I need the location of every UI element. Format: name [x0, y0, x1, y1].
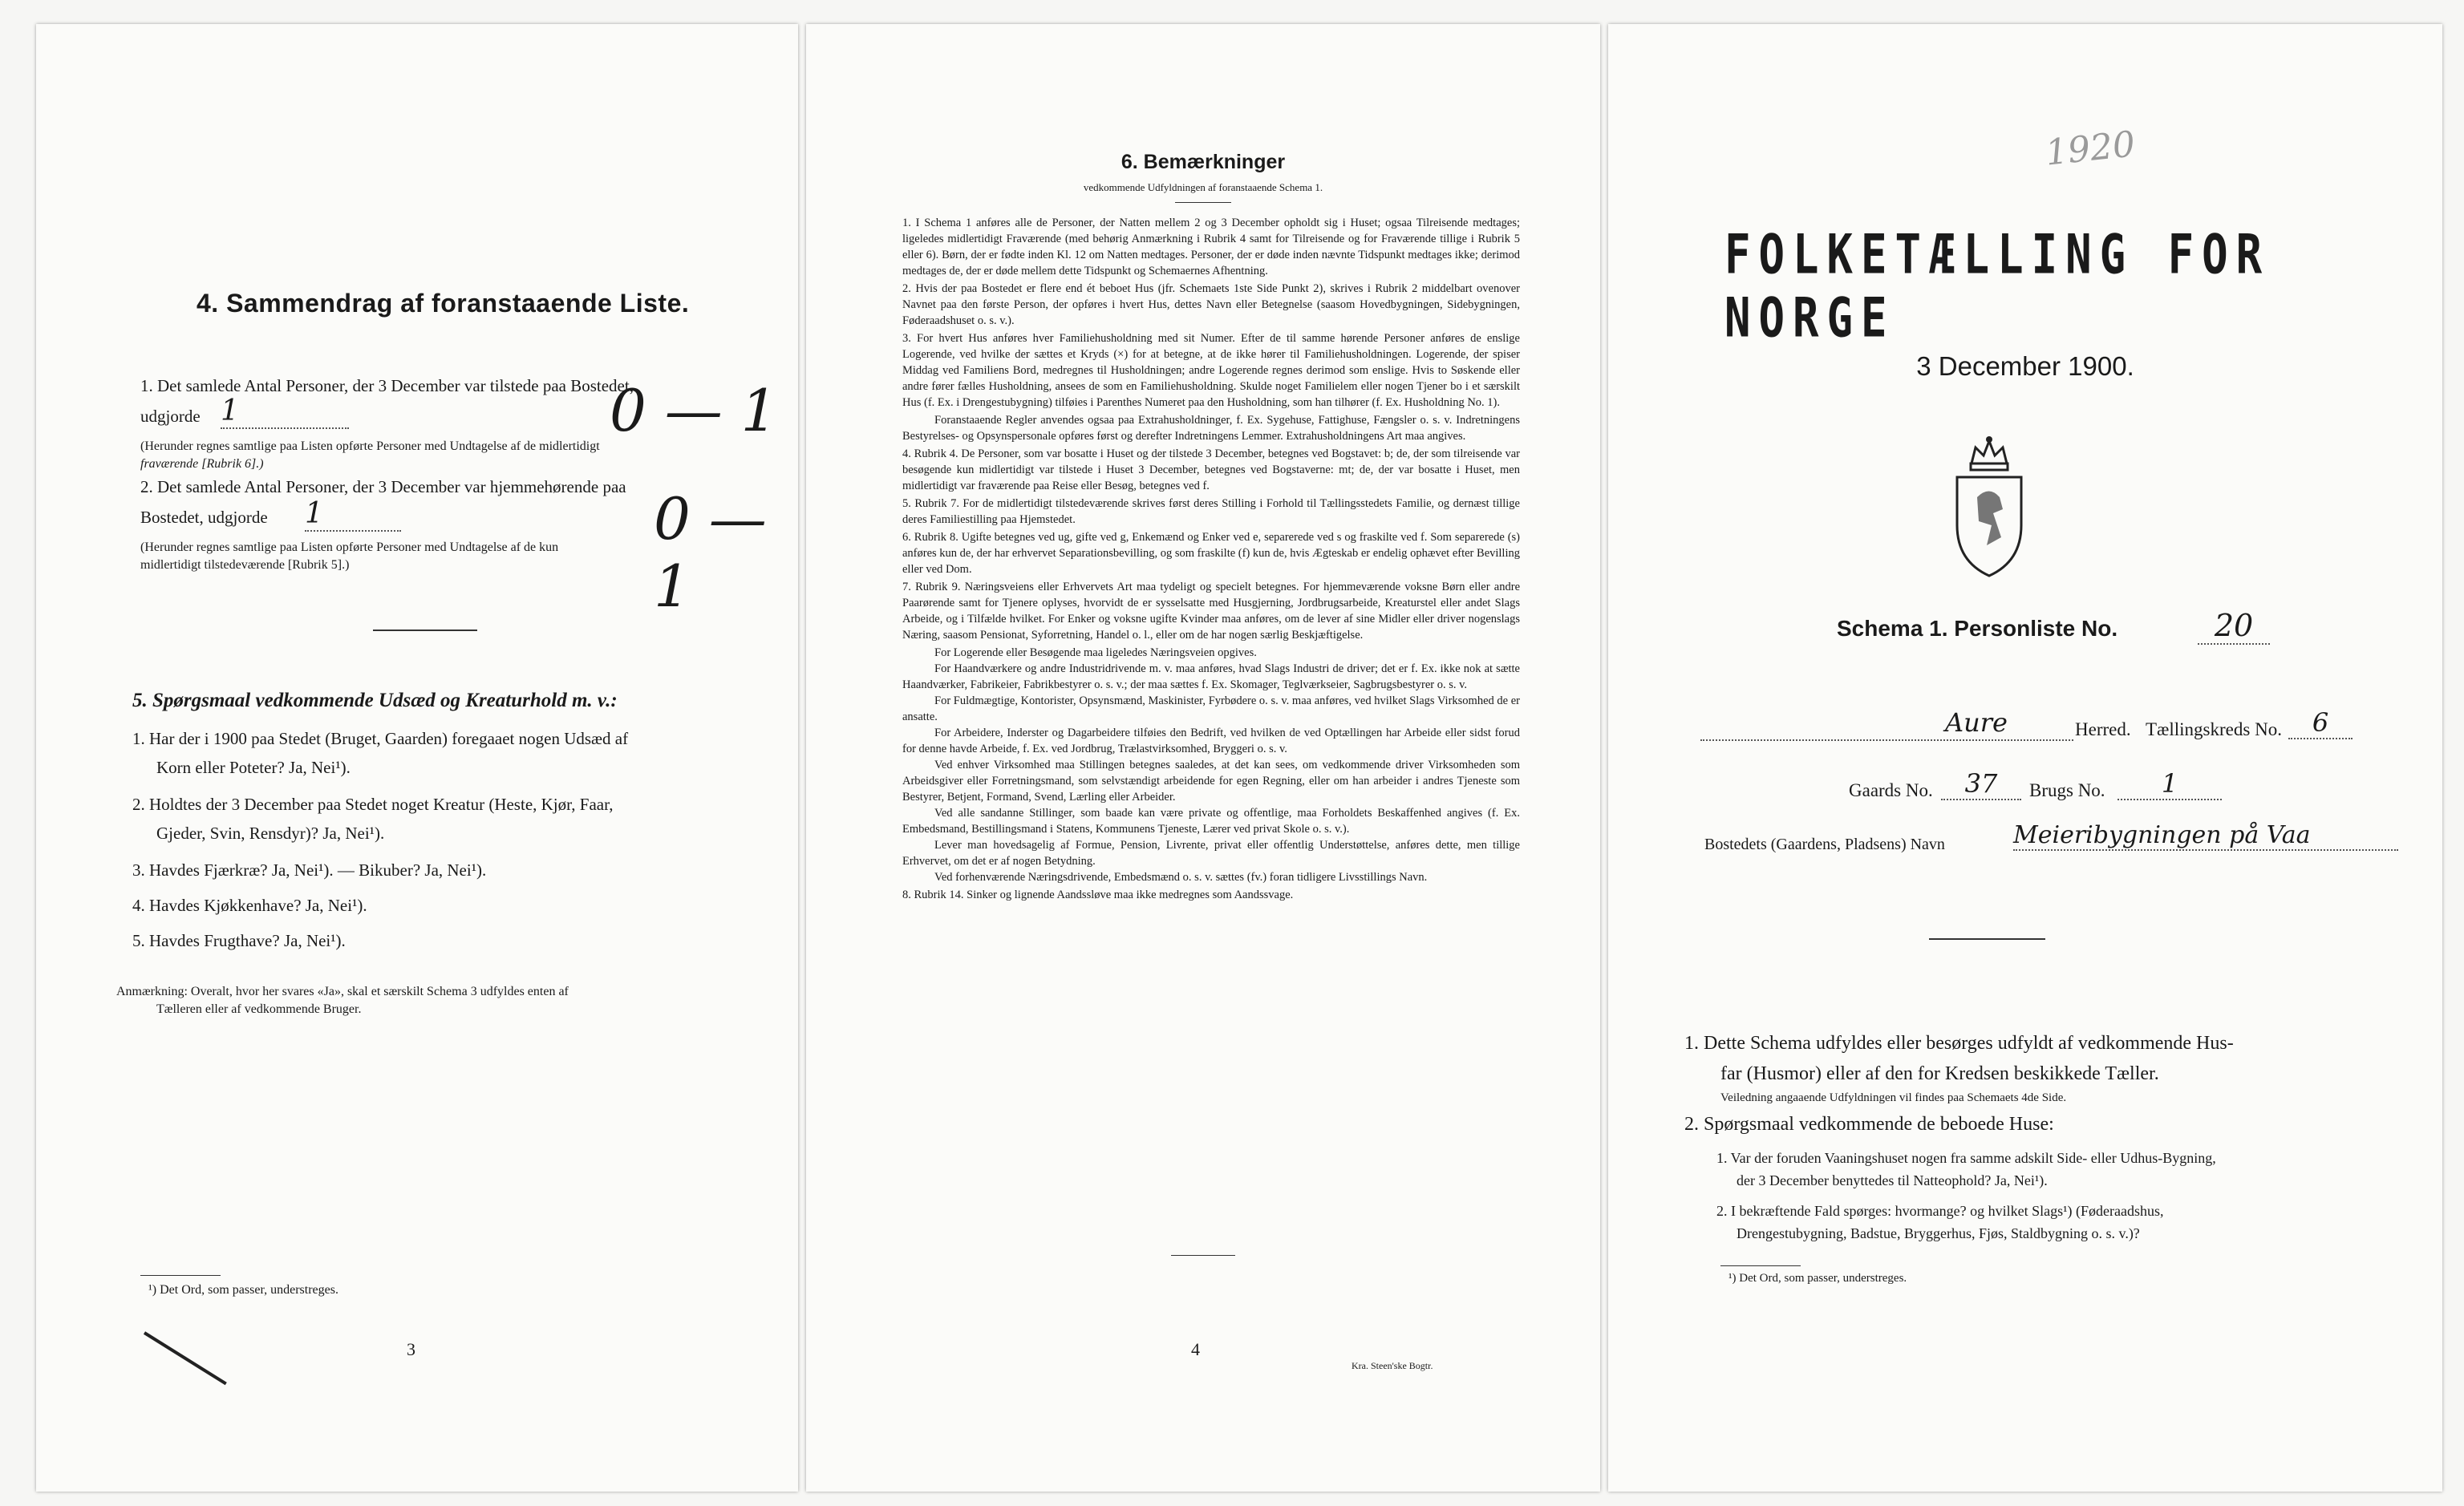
handwritten-note: 1920: [2043, 123, 2138, 174]
remarks-body: [902, 215, 1520, 903]
question-1-value[interactable]: 1: [221, 395, 349, 429]
remark-para: 1. I Schema 1 anføres alle de Personer, der Natten mellem 2 og 3 December opholdt sig i Huset; ogsaa Tilreisende medtages; ligeledes midlertidigt Fraværende (med behørig Anmærkning i Rubrik 4 samt for Tilreisende og for Fraværende tillige i Rubrik 5 eller 6). Børn, der er fødte inden Kl. 12 om Natten medtages. Personer, der er døde inden nævnte Tidspunkt medtages ikke; derimod medtages de, der er døde mellem dette Tidspunkt og Schemaernes Afhentning.: [902, 217, 1520, 277]
footnote: ¹) Det Ord, som passer, understreges.: [1728, 1272, 1907, 1285]
herred-field[interactable]: [1700, 715, 2073, 741]
remarks-title: 6. Bemærkninger: [1121, 151, 1286, 173]
page-4: [806, 24, 1600, 1492]
s5-item-2a: 2. Holdtes der 3 December paa Stedet noget Kreatur (Heste, Kjør, Faar,: [132, 795, 614, 814]
section-5-title: 5. Spørgsmaal vedkommende Udsæd og Kreaturhold m. v.:: [132, 690, 618, 711]
remark-line-2: Tælleren eller af vedkommende Bruger.: [156, 1002, 362, 1016]
divider: [1175, 202, 1231, 203]
page-number: 4: [1191, 1339, 1200, 1359]
kreds-value[interactable]: 6: [2288, 707, 2353, 739]
form-title: FOLKETÆLLING FOR NORGE: [1724, 223, 2271, 350]
instruction-2-1b: der 3 December benyttedes til Natteophold? Ja, Nei¹).: [1737, 1172, 2048, 1188]
instruction-1b: far (Husmor) eller af den for Kredsen beskikkede Tæller.: [1720, 1063, 2159, 1084]
remark-para: For Logerende eller Besøgende maa ligeledes Næringsveien opgives.: [934, 646, 1257, 659]
instruction-2-1a: 1. Var der foruden Vaaningshuset nogen fra samme adskilt Side- eller Udhus-Bygning,: [1716, 1150, 2216, 1166]
bosted-label: Bostedets (Gaardens, Pladsens) Navn: [1704, 836, 1945, 853]
section-4-title: 4. Sammendrag af foranstaaende Liste.: [197, 289, 690, 318]
brugs-label: Brugs No.: [2029, 780, 2105, 800]
census-date: 3 December 1900.: [1916, 351, 2134, 381]
remarks-subtitle: vedkommende Udfyldningen af foranstaaende Schema 1.: [1083, 181, 1323, 193]
divider: [373, 630, 477, 631]
schema-number[interactable]: 20: [2198, 608, 2270, 645]
question-1-note-2: fraværende [Rubrik 6].): [140, 457, 264, 471]
question-2-note-1: (Herunder regnes samtlige paa Listen opførte Personer med Undtagelse af de kun: [140, 540, 559, 554]
kreds-label: Tællingskreds No.: [2146, 719, 2282, 739]
remark-line-1: Anmærkning: Overalt, hvor her svares «Ja», skal et særskilt Schema 3 udfyldes enten af: [116, 985, 569, 998]
footnote: ¹) Det Ord, som passer, understreges.: [148, 1283, 338, 1297]
footnote-rule: [140, 1275, 221, 1276]
instruction-1c: Veiledning angaaende Udfyldningen vil findes paa Schemaets 4de Side.: [1720, 1091, 2067, 1104]
s5-item-4: 4. Havdes Kjøkkenhave? Ja, Nei¹).: [132, 896, 367, 915]
schema-label: Schema 1. Personliste No.: [1837, 616, 2118, 641]
question-2-value[interactable]: 1: [305, 497, 401, 532]
question-2-sum: 0 — 1: [654, 485, 767, 620]
herred-label: Herred.: [2075, 719, 2131, 739]
remark-para: 3. For hvert Hus anføres hver Familiehusholdning med sit Numer. Efter de til samme hørende Personer anføres de enslige Logerende, ved hvilke der sættes et Kryds (×) for at betegne, at de ikke hører til Familiehusholdningen. Logerende, der spiser Middag ved Familiens Bord, medregnes til Husholdningen; andre Logerende regnes derimod som enslige. Hvis to Søskende eller andre fører fælles Husholdning, ansees de som en Familiehusholdning. Skulde noget Familielem eller nogen Tjener bo i et særskilt Hus (f. Ex. i Drengestubygning) tilføies i Parenthes Numeret paa den Husholdning, som han tilhører (f. Ex. Husholdning No. 1).: [902, 332, 1520, 409]
gaards-label: Gaards No.: [1849, 780, 1933, 800]
remark-para: 5. Rubrik 7. For de midlertidigt tilstedeværende skrives først deres Stilling i Forhold til Tællingsstedets Familie, og dernæst tillige deres Familiestilling paa Hjemstedet.: [902, 497, 1520, 526]
question-1-line1: 1. Det samlede Antal Personer, der 3 December var tilstede paa Bostedet,: [140, 376, 634, 395]
page-3: [36, 24, 798, 1492]
remark-para: Foranstaaende Regler anvendes ogsaa paa Extrahusholdninger, f. Ex. Sygehuse, Fattighuse, Fængsler o. s. v. Indretningens Bestyrelses- og Opsynspersonale opføres først og derefter Indretningens Lemmer. Extrahusholdningens Art maa angives.: [902, 414, 1520, 443]
remark-para: For Fuldmægtige, Kontorister, Opsynsmænd, Maskinister, Fyrbødere o. s. v. maa anføres, ved hvilket Slags Virksomhed de er ansatte.: [902, 694, 1520, 723]
herred-value: Aure: [1945, 707, 2008, 738]
s5-item-1a: 1. Har der i 1900 paa Stedet (Bruget, Gaarden) foregaaet nogen Udsæd af: [132, 729, 629, 748]
remark-para: Lever man hovedsagelig af Formue, Pension, Livrente, privat eller offentlig Understøttelse, anføres dette, men tillige Erhvervet, om det er af nogen Betydning.: [902, 839, 1520, 868]
s5-item-2b: Gjeder, Svin, Rensdyr)? Ja, Nei¹).: [156, 824, 385, 843]
remark-para: 8. Rubrik 14. Sinker og lignende Aandssløve maa ikke medregnes som Aandssvage.: [902, 889, 1294, 901]
remark-para: For Arbeidere, Inderster og Dagarbeidere tilføies den Bedrift, ved hvilken de ved Optællingen har Arbeide eller sidst forud for denne havde Arbeide, f. Ex. ved Jordbrug, Trælastvirksomhed, Bryggeri o. s. v.: [902, 727, 1520, 755]
pen-mark: [144, 1331, 227, 1385]
question-1-line2: udgjorde: [140, 407, 201, 426]
page-number: 3: [407, 1339, 415, 1359]
instruction-2-2a: 2. I bekræftende Fald spørges: hvormange? og hvilket Slags¹) (Føderaadshus,: [1716, 1203, 2164, 1219]
question-2-line2: Bostedet, udgjorde: [140, 508, 268, 527]
remark-para: For Haandværkere og andre Industridrivende m. v. maa anføres, hvad Slags Industri de driver; det er f. Ex. ikke nok at sætte Haandværker, Fabrikeier, Fabrikbestyrer o. s. v.; der maa sættes f. Ex. Skomager, Teglværkseier, Sagbrugsbestyrer o. s. v.: [902, 662, 1520, 691]
remark-para: 4. Rubrik 4. De Personer, som var bosatte i Huset og der tilstede 3 December, betegnes ved Bogstavet: b; de, der som tilreisende var besøgende kun midlertidigt var tilstede i Huset 3 December, betegnes ved Bogstaverne: mt; de, der var bosatte i Huset, men midlertidigt var fraværende paa Reise eller Besøg, betegnes ved f.: [902, 447, 1520, 492]
instruction-2: 2. Spørgsmaal vedkommende de beboede Huse:: [1684, 1114, 2054, 1135]
footnote-rule: [1720, 1265, 1801, 1266]
remark-para: 7. Rubrik 9. Næringsveiens eller Erhvervets Art maa tydeligt og specielt betegnes. For hjemmeværende voksne Børn eller andre Paarørende samt for Tjenere oplyses, hvorvidt de er sysselsatte med Husgjerning, Jordbrugsarbeide, Kreaturstel eller andet Slags Arbeide, og i Tilfælde hvilket. For Enker og voksne ugifte Kvinder maa anføres, om de lever af sine Midler eller driver nogenslags Næring, saasom Pensionat, Syforretning, Handel o. l., eller om de har nogen særlig Beskjæftigelse.: [902, 581, 1520, 642]
gaards-value[interactable]: 37: [1941, 768, 2021, 800]
remark-para: Ved enhver Virksomhed maa Stillingen betegnes saaledes, at det kan sees, om vedkommende driver Virksomheden som Arbeidsgiver eller Forretningsmand, som selvstændigt arbeidende for egen Regning, eller om han arbeider i andres Tjeneste som Bestyrer, Betjent, Formand, Svend, Lærling eller Arbeider.: [902, 759, 1520, 804]
remark-para: Ved forhenværende Næringsdrivende, Embedsmænd o. s. v. sættes (fv.) foran tidligere Livsstillings Navn.: [934, 871, 1428, 884]
coat-of-arms-icon: [1945, 433, 2033, 577]
printer-imprint: Kra. Steen'ske Bogtr.: [1352, 1360, 1433, 1371]
page-1: [1608, 24, 2442, 1492]
question-2-line1: 2. Det samlede Antal Personer, der 3 December var hjemmehørende paa: [140, 477, 626, 496]
brugs-value[interactable]: 1: [2118, 768, 2222, 800]
question-1-sum: 0 — 1: [610, 377, 778, 444]
divider: [1171, 1255, 1235, 1256]
s5-item-5: 5. Havdes Frugthave? Ja, Nei¹).: [132, 931, 346, 950]
remark-para: 2. Hvis der paa Bostedet er flere end ét beboet Hus (jfr. Schemaets 1ste Side Punkt 2), skrives i Rubrik 2 middelbart ovenover Navnet paa den første Person, der opføres i hvert Hus, dettes Navn eller Betegnelse (saasom Hovedbygningen, Sidebygningen, Føderaadshuset o. s. v.).: [902, 282, 1520, 327]
instruction-1a: 1. Dette Schema udfyldes eller besørges udfyldt af vedkommende Hus-: [1684, 1033, 2234, 1054]
question-2-note-2: midlertidigt tilstedeværende [Rubrik 5].): [140, 558, 350, 572]
bosted-value[interactable]: Meieribygningen på Vaa: [2013, 821, 2398, 851]
divider: [1929, 938, 2045, 940]
question-1-note-1: (Herunder regnes samtlige paa Listen opførte Personer med Undtagelse af de midlertidigt: [140, 439, 600, 453]
remark-para: 6. Rubrik 8. Ugifte betegnes ved ug, gifte ved g, Enkemænd og Enker ved e, separerede ved s og fraskilte ved f. Som separerede (s) anføres kun de, der har erhvervet Separationsbevilling, og som fraskilte (f) kun de, hvis Ægteskab er endelig ophævet efter Bevilling eller ved Dom.: [902, 531, 1520, 576]
remark-para: Ved alle sandanne Stillinger, som baade kan være private og offentlige, maa Forholdets Beskaffenhed angives (f. Ex. Embedsmand, Bestillingsmand i Statens, Kommunens Tjeneste, Lærer ved privat Skole o. s. v.).: [902, 807, 1520, 836]
instruction-2-2b: Drengestubygning, Badstue, Bryggerhus, Fjøs, Staldbygning o. s. v.)?: [1737, 1225, 2140, 1241]
s5-item-1b: Korn eller Poteter? Ja, Nei¹).: [156, 758, 351, 777]
s5-item-3: 3. Havdes Fjærkræ? Ja, Nei¹). — Bikuber? Ja, Nei¹).: [132, 860, 487, 880]
